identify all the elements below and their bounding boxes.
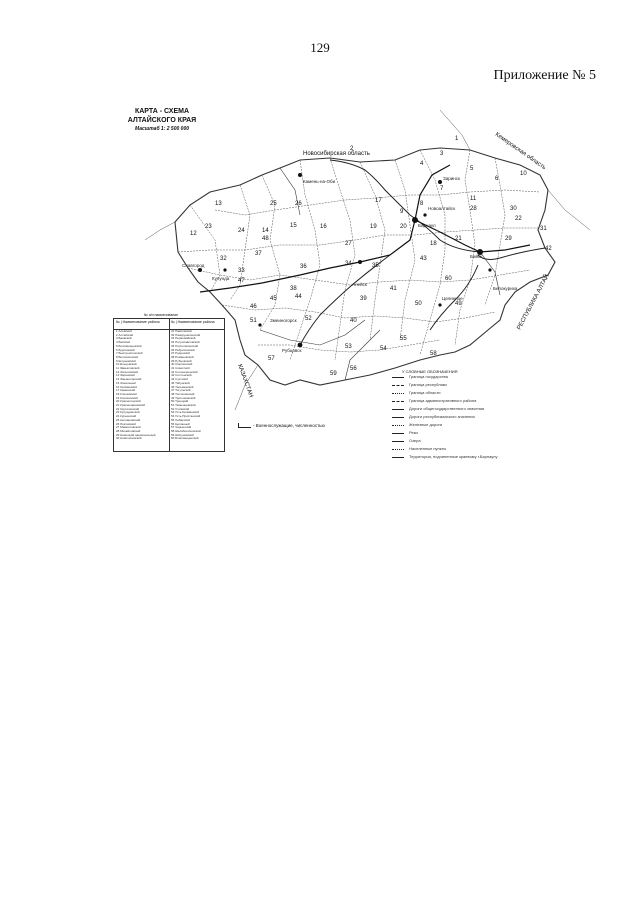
district-table-row: 44 Суетский (171, 378, 188, 382)
district-number: 41 (390, 286, 397, 292)
district-number: 49 (455, 301, 462, 307)
map-title-line1: КАРТА - СХЕМА (134, 108, 190, 115)
district-number: 34 (345, 261, 352, 267)
district-table-row: 2 Алтайский (116, 333, 134, 337)
town-rubtsovsk: Рубцовск (282, 348, 302, 353)
town-kulunda: Кулунда (212, 276, 230, 281)
district-number: 51 (250, 318, 257, 324)
legend-item-label: Железные дороги (409, 422, 443, 427)
district-number: 39 (360, 296, 367, 302)
district-number: 55 (400, 336, 407, 342)
district-number: 38 (290, 286, 297, 292)
district-number: 46 (250, 304, 257, 310)
district-table-row: 11 Завьяловский (116, 367, 140, 371)
district-table-left-header: № | Наименование района (114, 319, 169, 330)
district-number: 1 (455, 136, 459, 142)
neighbor-altai-republic: РЕСПУБЛИКА АЛТАЙ (516, 273, 551, 331)
district-number: 30 (510, 206, 517, 212)
district-number: 13 (215, 201, 222, 207)
district-table-row: 12 Залесовский (116, 370, 138, 374)
district-table-row: 18 Ключевский (116, 392, 137, 396)
district-table-right-header: № | Наименование района (169, 319, 224, 330)
map-scale: Масштаб 1: 2 500 000 (134, 126, 190, 132)
legend-symbol-icon (392, 377, 404, 378)
legend-item (392, 430, 572, 438)
district-table-row: 32 Панкрушихинский (171, 333, 201, 337)
district-number: 22 (515, 216, 522, 222)
district-number: 56 (350, 366, 357, 372)
district-table-row: 39 Рубцовский (171, 359, 192, 363)
legend-item-label: Граница области (409, 390, 441, 395)
appendix-label: Приложение № 5 (493, 68, 596, 83)
district-number: 32 (220, 256, 227, 262)
district-number: 33 (238, 268, 245, 274)
district-number: 6 (495, 176, 499, 182)
district-number: 43 (420, 256, 427, 262)
legend-item-label: Дороги республиканского значения (409, 414, 475, 419)
district-table-row: 53 Усть-Калманский (171, 411, 200, 415)
legend-item (392, 398, 572, 406)
district-table-row: 1 Алейский (116, 330, 132, 333)
district-table-row: 34 Петропавловский (171, 341, 200, 345)
district-table-row: 10 Ельцовский (116, 363, 137, 367)
district-number: 44 (295, 294, 302, 300)
district-number: 3 (440, 151, 444, 157)
district-table-row: 26 Локтевский (116, 422, 136, 426)
map-title-line2: АЛТАЙСКОГО КРАЯ (127, 117, 197, 124)
legend-item-label: Населенные пункты (409, 446, 447, 451)
district-number: 16 (320, 224, 327, 230)
district-table-row: 29 Немецкий национальный (116, 433, 156, 437)
legend-item-label: Граница республики (409, 382, 447, 387)
district-number: 59 (330, 371, 337, 377)
district-table-row: 6 Бурлинский (116, 348, 135, 352)
neighbor-kazakhstan: КАЗАХСТАН (236, 363, 254, 399)
map-legend (392, 369, 572, 462)
district-number: 29 (505, 236, 512, 242)
district-table-row: 45 Табунский (171, 381, 190, 385)
district-number: 53 (345, 344, 352, 350)
district-table-row: 50 Троицкий (171, 400, 189, 404)
military-note-text: - Военнослужащие, численностью (253, 423, 325, 428)
legend-symbol-icon (392, 449, 404, 450)
district-number: 35 (372, 263, 379, 269)
district-table-row: 9 Егорьевский (116, 359, 136, 363)
district-table-row: 22 Крутихинский (116, 407, 140, 411)
district-table-row: 43 Солтонский (171, 374, 192, 378)
district-table-row: 46 Тальменский (171, 385, 194, 389)
legend-item (392, 374, 572, 382)
district-table-row: 17 Каменский (116, 389, 136, 393)
neighbor-novosibirsk: Новосибирская область (303, 151, 370, 157)
district-table-row: 49 Третьяковский (171, 396, 196, 400)
legend-symbol-icon (392, 425, 404, 426)
district-table-right-column (169, 319, 224, 451)
district-number: 40 (350, 318, 357, 324)
neighbor-kemerovo: Кемеровская область (493, 131, 547, 172)
district-number: 20 (400, 224, 407, 230)
district-table-left-column (114, 319, 170, 451)
district-table-row: 23 Кулундинский (116, 411, 140, 415)
district-table-row: 24 Курьинский (116, 415, 137, 419)
district-number: 58 (430, 351, 437, 357)
town-biysk: Бийск (470, 254, 483, 259)
legend-item-label: Территории, подчиненные краевому г.Барнаулу (409, 454, 498, 459)
district-table-row: 48 Топчихинский (171, 392, 195, 396)
district-table-row: 5 Благовещенский (116, 344, 142, 348)
legend-symbol-icon (392, 457, 404, 458)
district-number: 31 (540, 226, 547, 232)
district-table-row: 51 Тюменцевский (171, 404, 196, 408)
district-table-row: 47 Тогульский (171, 389, 191, 393)
district-number: 23 (205, 224, 212, 230)
district-table-row: 33 Первомайский (171, 337, 196, 341)
district-number: 17 (375, 198, 382, 204)
district-number: 24 (238, 228, 245, 234)
military-note (238, 423, 325, 428)
district-table-row: 25 Кытмановский (116, 418, 141, 422)
legend-item (392, 406, 572, 414)
district-table-row: 21 Краснощёковский (116, 404, 145, 408)
legend-item (392, 422, 572, 430)
legend-symbol-icon (392, 433, 404, 434)
district-number: 25 (270, 201, 277, 207)
legend-item-label: Реки (409, 430, 418, 435)
district-number: 50 (415, 301, 422, 307)
town-aleysk: Алейск (352, 282, 367, 287)
district-table-row: 41 Советский (171, 367, 190, 371)
district-table-row: 60 Благовещенский (171, 437, 199, 441)
town-belokurikha: Белокуриха (493, 286, 518, 291)
page-number: 129 (310, 40, 330, 55)
district-table-row: 37 Родинский (171, 352, 190, 356)
town-slavgorod: Славгород (182, 263, 205, 268)
district-table-row: 36 Ребрихинский (171, 348, 195, 352)
legend-symbol-icon (392, 441, 404, 442)
district-number: 11 (470, 196, 477, 202)
legend-item-label: Граница государства (409, 374, 448, 379)
legend-title: У СЛОВНЫЕ ОБОЗНАЧЕНИЯ (402, 369, 458, 374)
district-table-row: 57 Чарышский (171, 426, 192, 430)
town-tselinnoe: Целинное (442, 296, 463, 301)
district-number: 52 (305, 316, 312, 322)
district-number: 54 (380, 346, 387, 352)
legend-item (392, 446, 572, 454)
district-number: 5 (470, 166, 474, 172)
district-number: 15 (290, 223, 297, 229)
district-number: 8 (420, 201, 424, 207)
district-number: 48 (262, 236, 269, 242)
legend-item (392, 414, 572, 422)
town-kamen: Камень-на-Оби (303, 179, 336, 184)
district-number: 27 (345, 241, 352, 247)
district-table-row: 27 Мамонтовский (116, 426, 141, 430)
district-table-row: 4 Бийский (116, 341, 130, 345)
legend-symbol-icon (392, 401, 404, 402)
legend-symbol-icon (392, 417, 404, 418)
district-table-row: 31 Павловский (171, 330, 192, 333)
district-number: 60 (445, 276, 452, 282)
town-zmeinogorsk: Змеиногорск (270, 318, 297, 323)
district-table-caption: № п/п наименование (144, 313, 179, 317)
legend-symbol-icon (392, 393, 404, 394)
legend-symbol-icon (392, 385, 404, 386)
district-table-row: 52 Угловский (171, 407, 190, 411)
district-number: 42 (545, 246, 552, 252)
district-number: 47 (238, 278, 245, 284)
district-table-row: 58 Шелаболихинский (171, 429, 201, 433)
district-number: 36 (300, 264, 307, 270)
district-number: 4 (420, 161, 424, 167)
district-table-row: 54 Усть-Пристанский (171, 415, 201, 419)
district-number: 26 (295, 201, 302, 207)
district-number: 12 (190, 231, 197, 237)
district-table-row: 40 Смоленский (171, 363, 193, 367)
district-number: 19 (370, 224, 377, 230)
military-bracket-icon (238, 423, 251, 428)
district-number: 28 (470, 206, 477, 212)
district-table-row: 20 Красногорский (116, 400, 141, 404)
district-table-row: 15 Зональный (116, 381, 136, 385)
district-table-row: 35 Поспелихинский (171, 344, 199, 348)
district-number: 2 (350, 146, 354, 152)
district-table-row: 28 Михайловский (116, 429, 141, 433)
legend-item (392, 438, 572, 446)
district-table-row: 59 Шипуновский (171, 433, 194, 437)
town-zarinsk: Заринск (443, 176, 460, 181)
legend-item (392, 382, 572, 390)
district-number: 7 (440, 186, 444, 192)
legend-item-label: Граница административного района (409, 398, 477, 403)
legend-item-label: Дороги общегосударственного значения (409, 406, 485, 411)
district-number: 37 (255, 251, 262, 257)
district-number: 9 (400, 209, 404, 215)
district-table-row: 7 Быстроистокский (116, 352, 143, 356)
district-number: 14 (262, 228, 269, 234)
district-table-row: 16 Калманский (116, 385, 137, 389)
district-table-row: 3 Баевский (116, 337, 132, 341)
district-table-row: 13 Заринский (116, 374, 135, 378)
district-table-row: 14 Змеиногорский (116, 378, 142, 382)
district-number: 57 (268, 356, 275, 362)
district-table-row: 30 Новичихинский (116, 437, 142, 441)
district-number: 21 (455, 236, 462, 242)
town-novoaltaysk: Новоалтайск (428, 206, 455, 211)
legend-symbol-icon (392, 409, 404, 410)
legend-item (392, 454, 572, 462)
district-number: 10 (520, 171, 527, 177)
district-number: 45 (270, 296, 277, 302)
district-table-row: 38 Романовский (171, 355, 194, 359)
district-table-row: 8 Волчихинский (116, 355, 139, 359)
legend-item (392, 390, 572, 398)
town-barnaul: Барнаул (418, 223, 436, 228)
district-table-row: 56 Целинный (171, 422, 190, 426)
district-number: 18 (430, 241, 437, 247)
district-table-row: 19 Косихинский (116, 396, 138, 400)
district-table-row: 42 Солонешенский (171, 370, 198, 374)
district-table-row: 55 Хабарский (171, 418, 190, 422)
legend-item-label: Озера (409, 438, 421, 443)
district-table (113, 313, 225, 452)
territory-border (175, 148, 555, 385)
